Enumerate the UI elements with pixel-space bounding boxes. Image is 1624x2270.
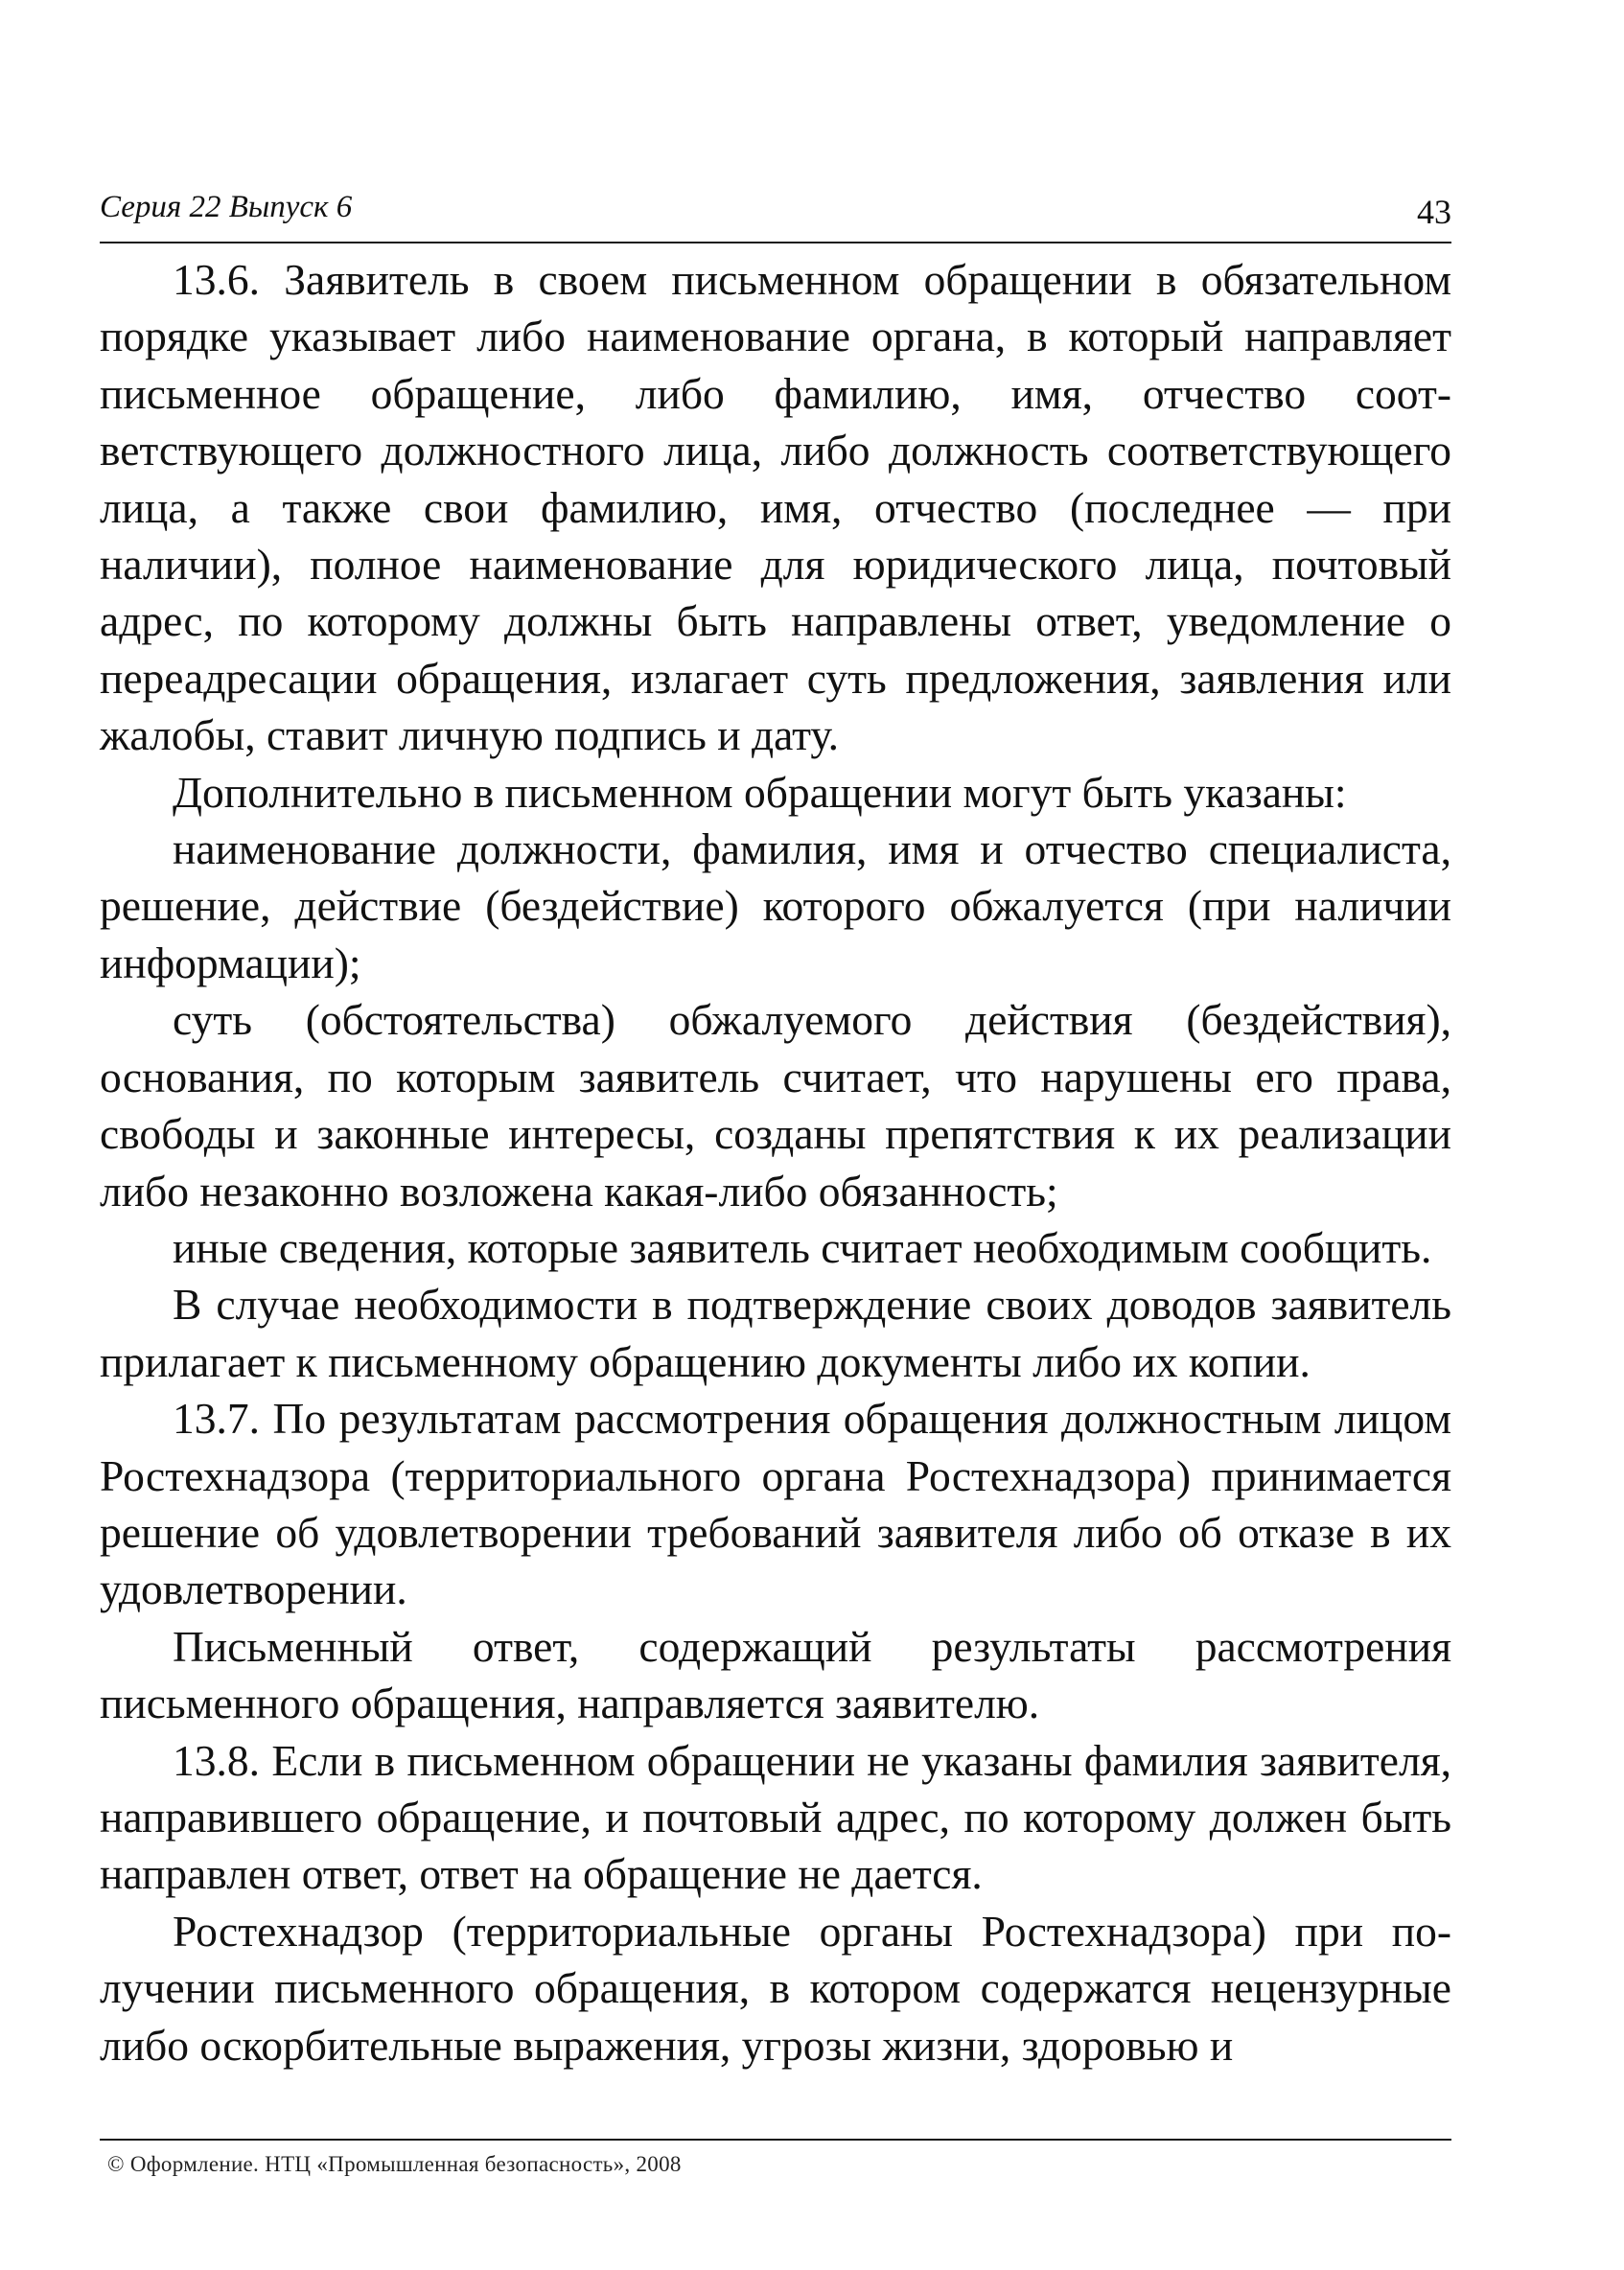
page-header <box>100 184 1451 243</box>
page-number: 43 <box>1417 193 1451 231</box>
footer-divider <box>100 2139 1451 2141</box>
series-title: Серия 22 Выпуск 6 <box>100 190 353 224</box>
footer-copyright: © Оформление. НТЦ «Промышленная безопасность», 2008 <box>107 2152 682 2176</box>
paragraph-circumstances: суть (обстоятельства) обжалуемого действия (бездействия), основания, по которым заявитель считает, что нарушены его права, свободы и законные интересы, созданы препятствия к их реализации либо незаконно возложена какая-либо обязанность; <box>100 995 1451 1216</box>
paragraph-written-response: Письменный ответ, содержащий результаты рассмотрения письменного обращения, направляется заявителю. <box>100 1621 1451 1728</box>
paragraph-13-6: 13.6. Заявитель в своем письменном обращении в обязательном порядке указывает либо наименование органа, в который направляет письменное обращение, либо фамилию, имя, отчество соответствующего должностного лица, либо должность соответствующего лица, а также свои фамилию, имя, отчество (последнее — при наличии), полное наименование для юридического лица, почтовый адрес, по которому должны быть направлены ответ, уведомление о переадресации обращения, излагает суть предложения, заявления или жалобы, ставит личную подпись и дату. <box>100 255 1451 760</box>
paragraph-documents: В случае необходимости в подтверждение своих доводов заявитель прилагает к письменному обращению документы либо их копии. <box>100 1280 1451 1386</box>
body-text <box>100 251 1451 2073</box>
paragraph-13-7: 13.7. По результатам рассмотрения обращения должностным лицом Ростехнадзора (территориального органа Ростехнадзора) принимается решение об удовлетворении требований заявителя либо об отказе в их удовлетворении. <box>100 1394 1451 1614</box>
paragraph-other-info: иные сведения, которые заявитель считает необходимым сообщить. <box>173 1222 1432 1272</box>
paragraph-additional-info: Дополнительно в письменном обращении могут быть указаны: <box>173 767 1347 817</box>
paragraph-13-8: 13.8. Если в письменном обращении не указаны фамилия заявителя, направившего обращение, и почтовый адрес, по которому должен быть направлен ответ, ответ на обращение не дается. <box>100 1735 1451 1899</box>
paragraph-specialist-info: наименование должности, фамилия, имя и отчество специалиста, решение, действие (бездействие) которого обжалуется (при наличии информации); <box>100 824 1451 987</box>
paragraph-rostekhnadzor: Ростехнадзор (территориальные органы Ростехнадзора) при получении письменного обращения, в котором содержатся нецензурные либо оскорбительные выражения, угрозы жизни, здоровью и <box>100 1906 1451 2070</box>
